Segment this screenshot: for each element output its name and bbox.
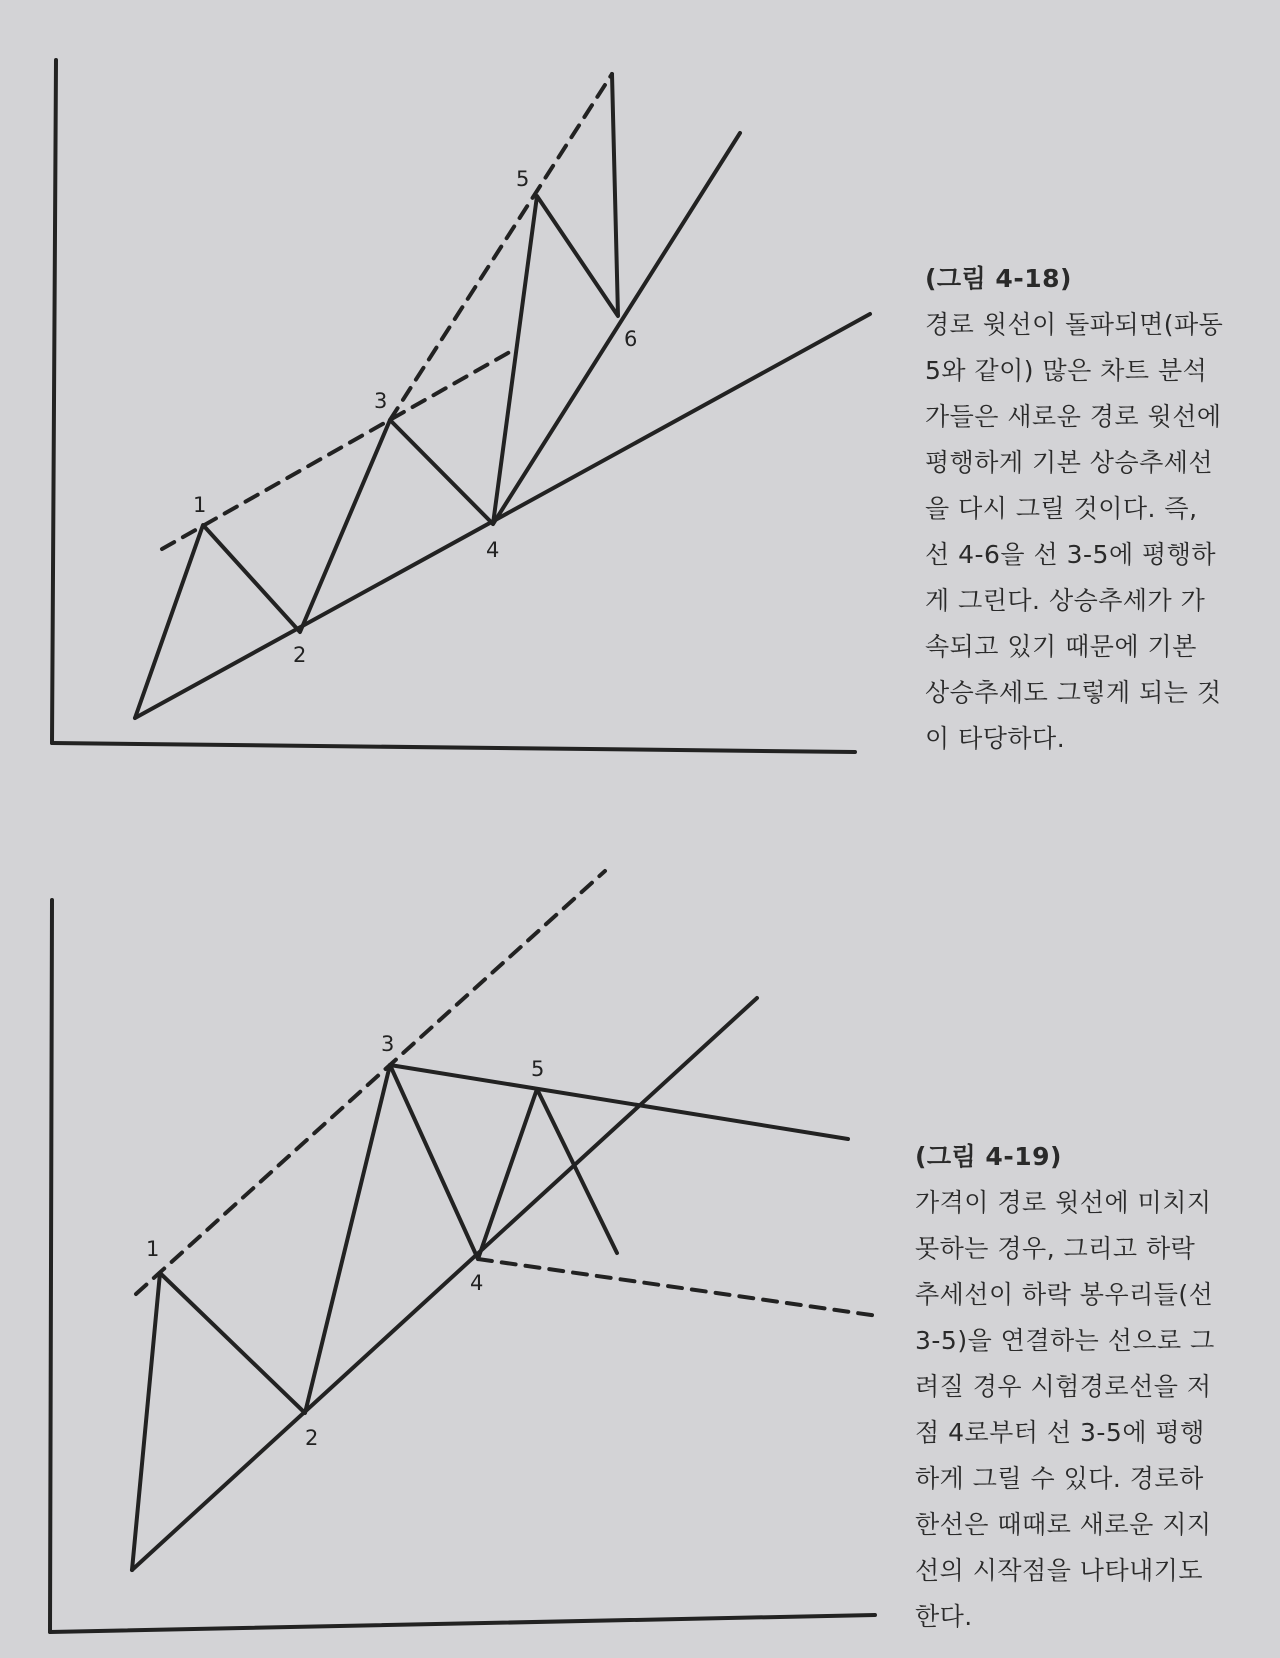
- fig1-channel-line-1-3: [162, 349, 515, 549]
- fig1-label-4: 4: [486, 538, 500, 562]
- caption-line: 이 타당하다.: [925, 724, 1066, 753]
- caption-line: 점 4로부터 선 3-5에 평행: [915, 1418, 1205, 1447]
- fig1-x-axis: [52, 743, 855, 752]
- fig2-y-axis: [50, 900, 52, 1632]
- caption-line: 을 다시 그릴 것이다. 즉,: [925, 494, 1198, 523]
- caption-line: 평행하게 기본 상승추세선: [925, 448, 1214, 477]
- figure-4-18-title: (그림 4-18): [925, 264, 1072, 293]
- fig1-label-3: 3: [374, 389, 388, 413]
- figure-4-18: [52, 60, 870, 752]
- caption-line: 추세선이 하락 봉우리들(선: [915, 1280, 1214, 1309]
- caption-line: 한선은 때때로 새로운 지지: [915, 1510, 1212, 1539]
- caption-line: 려질 경우 시험경로선을 저: [915, 1372, 1212, 1401]
- fig1-label-5: 5: [516, 167, 530, 191]
- fig1-point-labels: [193, 167, 637, 667]
- fig1-channel-line-3-5: [390, 74, 612, 420]
- fig2-trial-channel-line: [478, 1259, 878, 1316]
- fig2-label-4: 4: [470, 1271, 484, 1295]
- fig2-label-2: 2: [305, 1426, 319, 1450]
- caption-line: 게 그린다. 상승추세가 가: [925, 586, 1206, 615]
- fig1-label-6: 6: [624, 327, 638, 351]
- caption-line: 못하는 경우, 그리고 하락: [915, 1234, 1196, 1263]
- figure-4-19-title: (그림 4-19): [915, 1142, 1062, 1171]
- fig2-label-5: 5: [531, 1057, 545, 1081]
- fig2-price-path: [132, 1065, 617, 1570]
- caption-line: 선의 시작점을 나타내기도: [915, 1556, 1204, 1585]
- caption-line: 가들은 새로운 경로 윗선에: [925, 402, 1222, 431]
- caption-line: 5와 같이) 많은 차트 분석: [925, 356, 1208, 385]
- fig1-label-1: 1: [193, 493, 207, 517]
- figure-4-19: [50, 871, 878, 1632]
- fig2-label-3: 3: [381, 1032, 395, 1056]
- caption-line: 선 4-6을 선 3-5에 평행하: [925, 540, 1217, 569]
- fig1-basic-uptrend-line: [135, 314, 870, 718]
- caption-line: 3-5)을 연결하는 선으로 그: [915, 1326, 1215, 1355]
- caption-line: 가격이 경로 윗선에 미치지: [915, 1188, 1212, 1217]
- caption-line: 상승추세도 그렇게 되는 것: [925, 678, 1222, 707]
- fig1-y-axis: [52, 60, 56, 743]
- fig1-label-2: 2: [293, 643, 307, 667]
- figure-4-18-caption: [925, 256, 1235, 762]
- fig2-downtrend-line-3-5: [390, 1065, 848, 1139]
- fig2-uptrend-line: [132, 998, 757, 1570]
- fig2-channel-upper-line: [136, 871, 605, 1294]
- caption-line: 한다.: [915, 1602, 973, 1631]
- caption-line: 속되고 있기 때문에 기본: [925, 632, 1197, 661]
- figure-4-19-caption: [915, 1134, 1225, 1640]
- caption-line: 경로 윗선이 돌파되면(파동: [925, 310, 1224, 339]
- caption-line: 하게 그릴 수 있다. 경로하: [915, 1464, 1204, 1493]
- fig2-label-1: 1: [146, 1237, 160, 1261]
- fig2-x-axis: [50, 1615, 875, 1632]
